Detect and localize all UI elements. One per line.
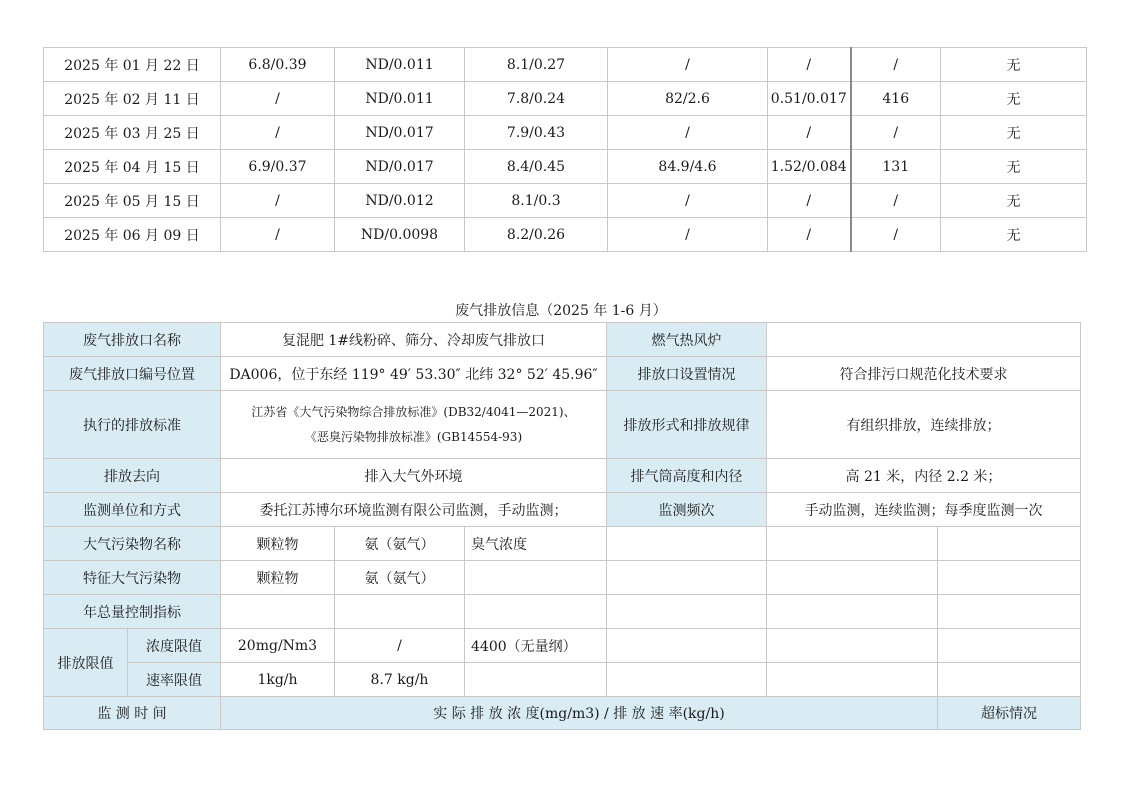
direction-label: 排放去向 [44, 459, 221, 493]
monitoring-results-table [43, 47, 1087, 252]
empty-cell [767, 527, 938, 561]
table-cell: 416 [851, 82, 941, 116]
table-cell: ND/0.012 [335, 184, 465, 218]
table-cell: 1.52/0.084 [768, 150, 851, 184]
table-cell: 8.4/0.45 [465, 150, 608, 184]
empty-cell [938, 629, 1081, 663]
standard-line-2: 《恶臭污染物排放标准》(GB14554-93) [304, 429, 523, 444]
conc-cell: 4400（无量纲） [465, 629, 607, 663]
table-cell: ND/0.017 [335, 116, 465, 150]
rate-label: 速率限值 [128, 663, 221, 697]
pollutant-cell: 臭气浓度 [465, 527, 607, 561]
table-cell: / [851, 48, 941, 82]
table-cell: 无 [941, 48, 1087, 82]
rate-cell: 1kg/h [221, 663, 335, 697]
feature-cell: 氨（氨气） [335, 561, 465, 595]
empty-cell [607, 595, 767, 629]
table-cell: 6.9/0.37 [221, 150, 335, 184]
table-cell: 无 [941, 82, 1087, 116]
table-cell: / [608, 184, 768, 218]
table-cell: / [851, 116, 941, 150]
empty-cell [938, 595, 1081, 629]
empty-cell [607, 663, 767, 697]
table-row [44, 218, 1087, 252]
table-cell: / [221, 116, 335, 150]
table-cell: / [768, 116, 851, 150]
table-row [44, 82, 1087, 116]
pollutant-cell: 氨（氨气） [335, 527, 465, 561]
actual-label: 实 际 排 放 浓 度(mg/m3) / 排 放 速 率(kg/h) [221, 697, 938, 730]
outlet-code-label: 废气排放口编号位置 [44, 357, 221, 391]
limit-label: 排放限值 [44, 629, 128, 697]
freq-label: 监测频次 [607, 493, 767, 527]
unit-value: 委托江苏博尔环境监测有限公司监测，手动监测； [221, 493, 607, 527]
table-cell: / [608, 116, 768, 150]
table-cell: 2025 年 04 月 15 日 [44, 150, 221, 184]
total-label: 年总量控制指标 [44, 595, 221, 629]
feature-label: 特征大气污染物 [44, 561, 221, 595]
freq-value: 手动监测，连续监测；每季度监测一次 [767, 493, 1081, 527]
table-cell: ND/0.0098 [335, 218, 465, 252]
table-cell: 82/2.6 [608, 82, 768, 116]
exceed-label: 超标情况 [938, 697, 1081, 730]
feature-cell: 颗粒物 [221, 561, 335, 595]
table-cell: 8.2/0.26 [465, 218, 608, 252]
standard-line-1: 江苏省《大气污染物综合排放标准》(DB32/4041—2021)、 [251, 404, 576, 419]
table-cell: 2025 年 05 月 15 日 [44, 184, 221, 218]
table-cell: ND/0.017 [335, 150, 465, 184]
rate-cell: 8.7 kg/h [335, 663, 465, 697]
empty-cell [767, 663, 938, 697]
table-cell: 7.8/0.24 [465, 82, 608, 116]
empty-cell [767, 595, 938, 629]
table-cell: / [851, 184, 941, 218]
table-cell: / [768, 184, 851, 218]
empty-cell [607, 527, 767, 561]
empty-cell [465, 561, 607, 595]
empty-cell [465, 595, 607, 629]
outlet-code-value: DA006，位于东经 119° 49′ 53.30″ 北纬 32° 52′ 45.96″ [221, 357, 607, 391]
empty-cell [607, 629, 767, 663]
unit-label: 监测单位和方式 [44, 493, 221, 527]
table-cell: 无 [941, 218, 1087, 252]
outlet-setup-label: 排放口设置情况 [607, 357, 767, 391]
table-cell: / [768, 48, 851, 82]
mode-value: 有组织排放，连续排放； [767, 391, 1081, 459]
gas-emission-info-table [43, 322, 1081, 730]
table-cell: 2025 年 01 月 22 日 [44, 48, 221, 82]
mode-label: 排放形式和排放规律 [607, 391, 767, 459]
time-label: 监 测 时 间 [44, 697, 221, 730]
standard-value [221, 391, 607, 459]
empty-cell [221, 595, 335, 629]
table-cell: 84.9/4.6 [608, 150, 768, 184]
conc-cell: / [335, 629, 465, 663]
direction-value: 排入大气外环境 [221, 459, 607, 493]
furnace-value [767, 323, 1081, 357]
table-cell: 2025 年 03 月 25 日 [44, 116, 221, 150]
table-cell: ND/0.011 [335, 48, 465, 82]
table-cell: 2025 年 06 月 09 日 [44, 218, 221, 252]
pollutant-cell: 颗粒物 [221, 527, 335, 561]
empty-cell [938, 663, 1081, 697]
outlet-setup-value: 符合排污口规范化技术要求 [767, 357, 1081, 391]
table-cell: 0.51/0.017 [768, 82, 851, 116]
empty-cell [335, 595, 465, 629]
stack-label: 排气筒高度和内径 [607, 459, 767, 493]
table-cell: / [221, 184, 335, 218]
table-cell: 无 [941, 116, 1087, 150]
table-row [44, 184, 1087, 218]
table-cell: 无 [941, 150, 1087, 184]
empty-cell [767, 561, 938, 595]
table-cell: 2025 年 02 月 11 日 [44, 82, 221, 116]
standard-label: 执行的排放标准 [44, 391, 221, 459]
empty-cell [938, 527, 1081, 561]
table-cell: 8.1/0.27 [465, 48, 608, 82]
table-cell: 7.9/0.43 [465, 116, 608, 150]
table-row [44, 116, 1087, 150]
empty-cell [607, 561, 767, 595]
table-cell: ND/0.011 [335, 82, 465, 116]
furnace-label: 燃气热风炉 [607, 323, 767, 357]
table-row [44, 150, 1087, 184]
table-cell: 131 [851, 150, 941, 184]
table-cell: / [608, 218, 768, 252]
stack-value: 高 21 米，内径 2.2 米； [767, 459, 1081, 493]
table-cell: / [608, 48, 768, 82]
table-cell: / [221, 218, 335, 252]
table-cell: / [221, 82, 335, 116]
outlet-name-label: 废气排放口名称 [44, 323, 221, 357]
table-cell: / [768, 218, 851, 252]
table-row [44, 48, 1087, 82]
empty-cell [938, 561, 1081, 595]
table-cell: / [851, 218, 941, 252]
empty-cell [465, 663, 607, 697]
pollutant-label: 大气污染物名称 [44, 527, 221, 561]
empty-cell [767, 629, 938, 663]
conc-cell: 20mg/Nm3 [221, 629, 335, 663]
table-cell: 8.1/0.3 [465, 184, 608, 218]
table-cell: 无 [941, 184, 1087, 218]
table-cell: 6.8/0.39 [221, 48, 335, 82]
outlet-name-value: 复混肥 1#线粉碎、筛分、冷却废气排放口 [221, 323, 607, 357]
section-title: 废气排放信息（2025 年 1-6 月） [455, 303, 667, 319]
conc-label: 浓度限值 [128, 629, 221, 663]
